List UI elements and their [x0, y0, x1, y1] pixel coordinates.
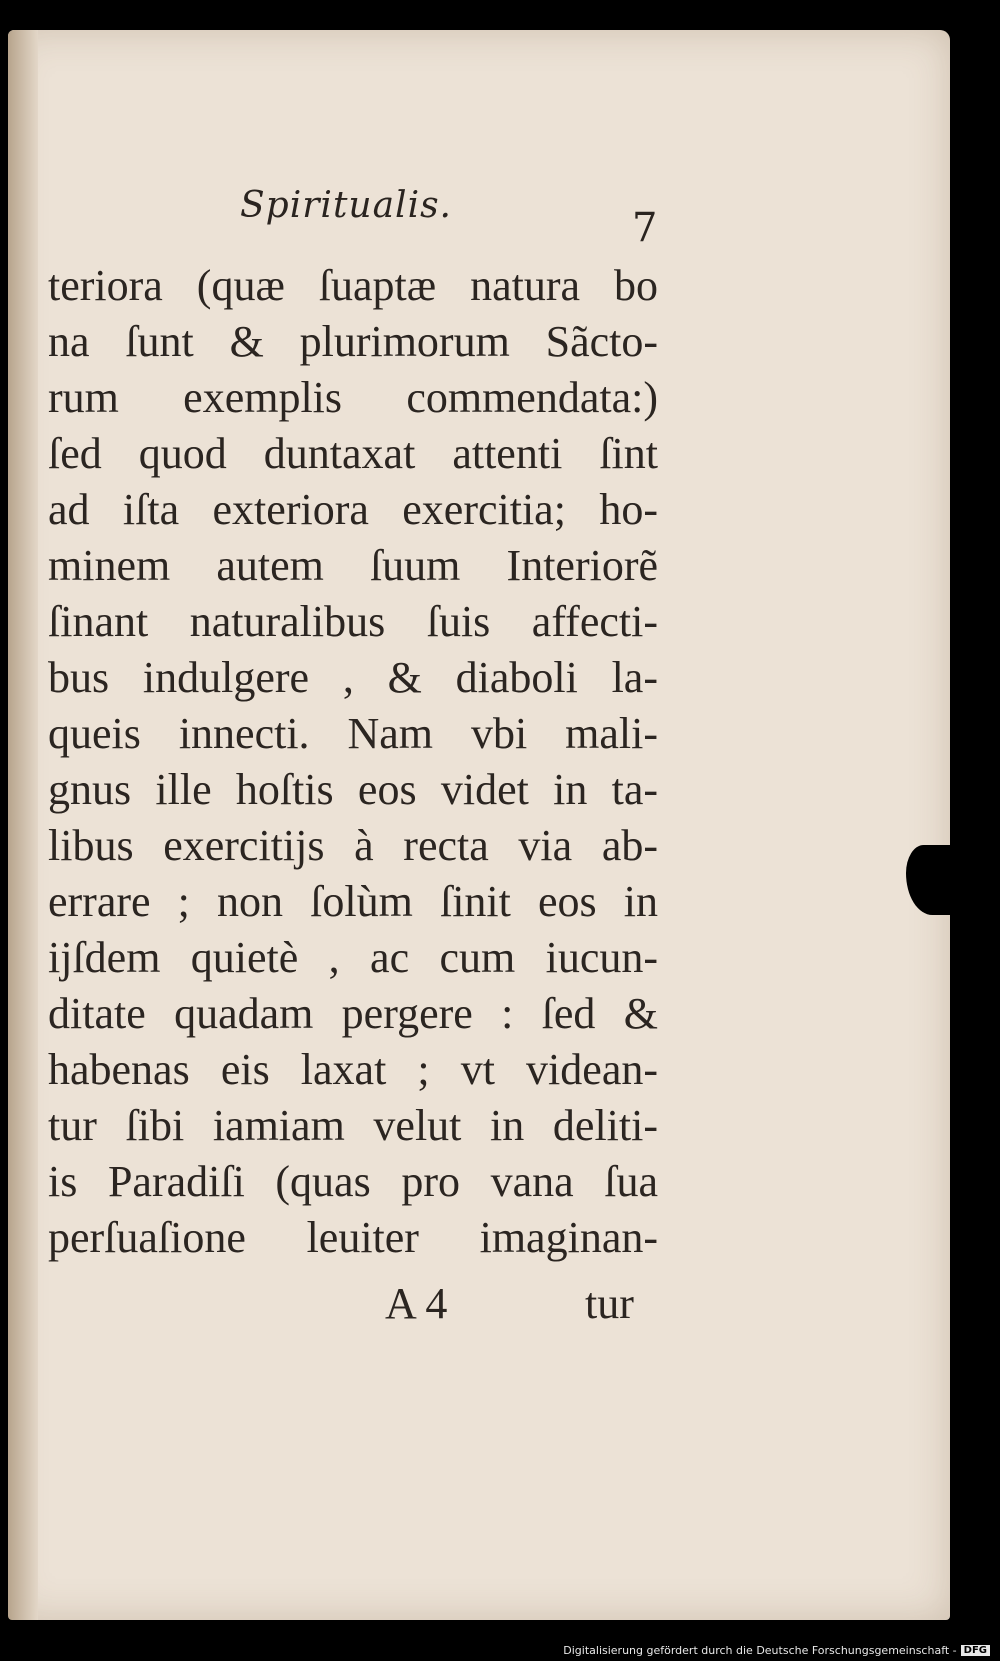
page-gutter	[8, 30, 38, 1620]
dfg-logo[interactable]: DFG	[961, 1645, 990, 1656]
page-number: 7	[632, 205, 658, 251]
text-line: is Paradiſi (quas pro vana ſua	[48, 1157, 658, 1206]
credit-text: Digitalisierung gefördert durch die Deutsche Forschungsgemeinschaft -	[563, 1644, 957, 1657]
text-line: bus indulgere , & diaboli la-	[48, 653, 658, 702]
body-text	[48, 258, 658, 1266]
catchword: tur	[585, 1279, 634, 1328]
text-line: minem autem ſuum Interiorẽ	[48, 541, 658, 590]
running-head: Spiritualis.	[240, 185, 453, 226]
signature-mark: A 4	[385, 1279, 448, 1328]
text-line: ad iſta exteriora exercitia; ho-	[48, 485, 658, 534]
text-line: queis innecti. Nam vbi mali-	[48, 709, 658, 758]
text-line: tur ſibi iamiam velut in deliti-	[48, 1101, 658, 1150]
text-line: ditate quadam pergere : ſed &	[48, 989, 658, 1038]
text-line: ſinant naturalibus ſuis affecti-	[48, 597, 658, 646]
text-line: teriora (quæ ſuaptæ natura bo	[48, 261, 658, 310]
text-line: perſuaſione leuiter imaginan-	[48, 1213, 658, 1262]
text-line: errare ; non ſolùm ſinit eos in	[48, 877, 658, 926]
digitization-credit	[563, 1644, 990, 1657]
text-line: na ſunt & plurimorum Sãcto-	[48, 317, 658, 366]
text-line: ijſdem quietè , ac cum iucun-	[48, 933, 658, 982]
text-line: gnus ille hoſtis eos videt in ta-	[48, 765, 658, 814]
text-line: habenas eis laxat ; vt videan-	[48, 1045, 658, 1094]
text-line: ſed quod duntaxat attenti ſint	[48, 429, 658, 478]
text-line: rum exemplis commendata:)	[48, 373, 658, 422]
text-line: libus exercitijs à recta via ab-	[48, 821, 658, 870]
